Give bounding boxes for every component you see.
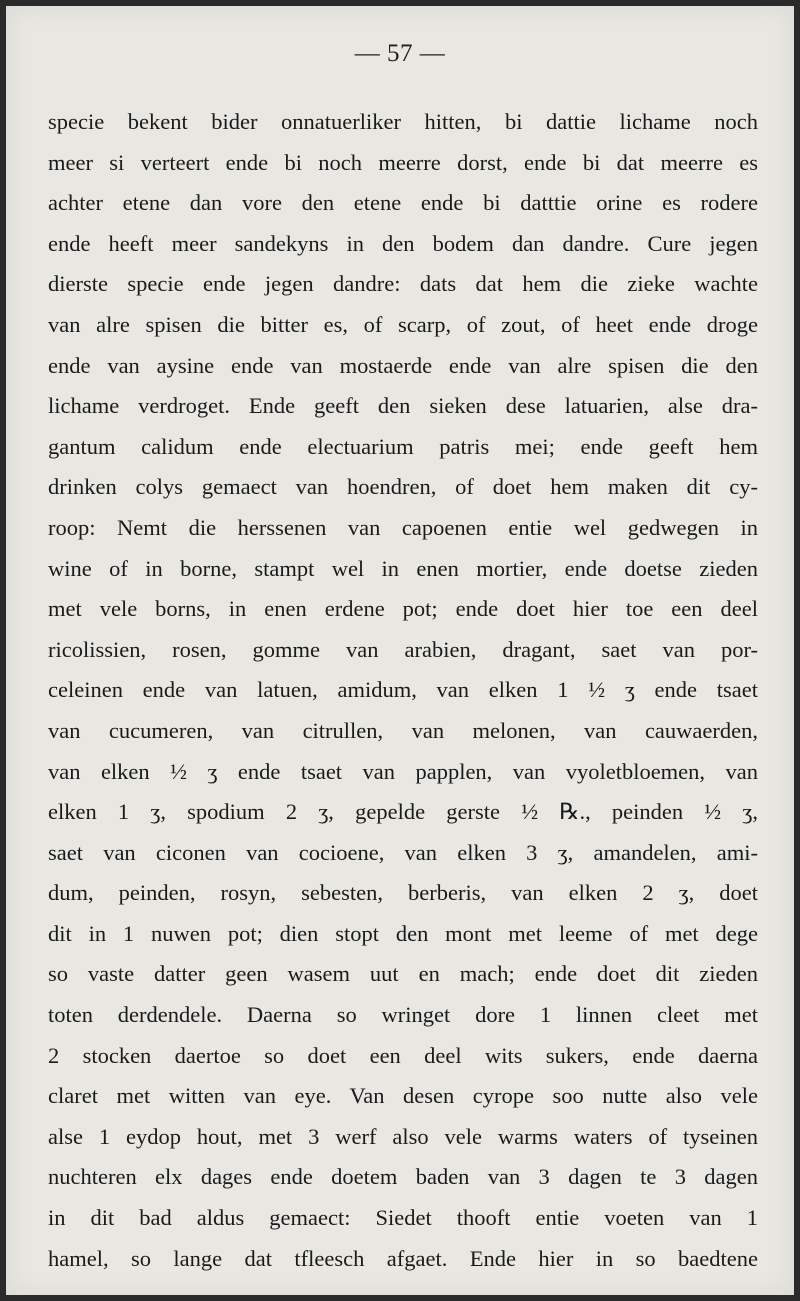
- text-line: dierste specie ende jegen dandre: dats dat hem die zieke wachte: [48, 271, 758, 297]
- text-line: van elken ½ ʒ ende tsaet van papplen, van vyoletbloemen, van: [48, 758, 758, 784]
- text-line: specie bekent bider onnatuerliker hitten, bi dattie lichame noch: [48, 109, 758, 134]
- text-line: achter etene dan vore den etene ende bi datttie orine es rodere: [48, 190, 758, 216]
- text-line: wine of in borne, stampt wel in enen mortier, ende doetse zieden: [48, 555, 758, 581]
- text-body: [48, 102, 758, 1279]
- text-line: elken 1 ʒ, spodium 2 ʒ, gepelde gerste ½ ℞., peinden ½ ʒ,: [48, 799, 758, 825]
- text-line: dit in 1 nuwen pot; dien stopt den mont met leeme of met dege: [48, 920, 758, 946]
- page-number: — 57 —: [354, 40, 446, 67]
- text-line: alse 1 eydop hout, met 3 werf also vele warms waters of tyseinen: [48, 1123, 758, 1149]
- text-line: ende heeft meer sandekyns in den bodem dan dandre. Cure jegen: [48, 230, 758, 256]
- text-line: nuchteren elx dages ende doetem baden van 3 dagen te 3 dagen: [48, 1164, 758, 1190]
- book-page: [6, 6, 794, 1295]
- text-line: ende van aysine ende van mostaerde ende van alre spisen die den: [48, 352, 758, 378]
- text-line: saet van ciconen van cocioene, van elken 3 ʒ, amandelen, ami-: [48, 839, 758, 865]
- text-line: drinken colys gemaect van hoendren, of doet hem maken dit cy-: [48, 474, 758, 500]
- text-line: van alre spisen die bitter es, of scarp, of zout, of heet ende droge: [48, 311, 758, 337]
- text-line: claret met witten van eye. Van desen cyrope soo nutte also vele: [48, 1083, 758, 1109]
- text-line: meer si verteert ende bi noch meerre dorst, ende bi dat meerre es: [48, 149, 758, 175]
- text-line: met vele borns, in enen erdene pot; ende doet hier toe een deel: [48, 596, 758, 622]
- text-line: van cucumeren, van citrullen, van melonen, van cauwaerden,: [48, 717, 758, 743]
- text-line: ricolissien, rosen, gomme van arabien, dragant, saet van por-: [48, 636, 758, 662]
- text-line: dum, peinden, rosyn, sebesten, berberis, van elken 2 ʒ, doet: [48, 880, 758, 906]
- text-line: roop: Nemt die herssenen van capoenen entie wel gedwegen in: [48, 514, 758, 540]
- text-line: so vaste datter geen wasem uut en mach; ende doet dit zieden: [48, 961, 758, 987]
- text-line: in dit bad aldus gemaect: Siedet thooft entie voeten van 1: [48, 1205, 758, 1231]
- text-line: 2 stocken daertoe so doet een deel wits sukers, ende daerna: [48, 1042, 758, 1068]
- text-line: celeinen ende van latuen, amidum, van elken 1 ½ ʒ ende tsaet: [48, 677, 758, 703]
- text-line: gantum calidum ende electuarium patris mei; ende geeft hem: [48, 433, 758, 459]
- text-line: toten derdendele. Daerna so wringet dore 1 linnen cleet met: [48, 1002, 758, 1028]
- text-line: hamel, so lange dat tfleesch afgaet. Ende hier in so baedtene: [48, 1245, 758, 1271]
- text-line: lichame verdroget. Ende geeft den sieken dese latuarien, alse dra-: [48, 393, 758, 419]
